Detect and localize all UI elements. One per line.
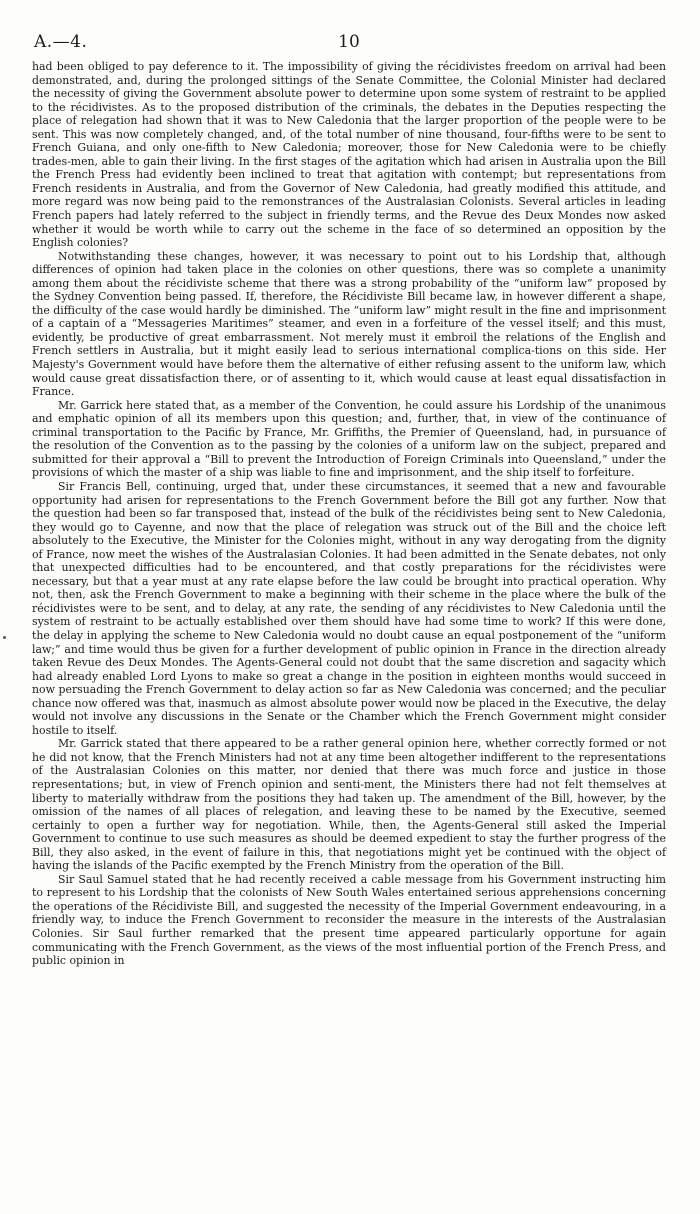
- margin-mark: [3, 636, 6, 639]
- paragraph-2: Notwithstanding these changes, however, it was necessary to point out to his Lordship that, although differences of opinion had taken place in the colonies on other questions, there was so complete a unanimity among them about the récidiviste scheme that there was a strong probability of the “uniform law” proposed by the Sydney Convention being passed. If, therefore, the Récidiviste Bill became law, in however different a shape, the difficulty of the case would hardly be diminished. The “uniform law” might result in the fine and imprisonment of a captain of a “Messageries Maritimes” steamer, and even in a forfeiture of the vessel itself; and this must, evidently, be productive of great embarrassment. Not merely must it embroil the relations of the English and French settlers in Australia, but it might easily lead to serious international complica-tions on this side. Her Majesty's Government would have before them the alternative of either refusing assent to the uniform law, which would cause great dissatisfaction there, or of assenting to it, which would cause at least equal dissatisfaction in France.: [32, 249, 666, 399]
- body-text: [32, 60, 666, 968]
- paragraph-3: Mr. Garrick here stated that, as a member of the Convention, he could assure his Lordship of the unanimous and emphatic opinion of all its members upon this question; and, further, that, in view of the continuance of criminal transportation to the Pacific by France, Mr. Griffiths, the Premier of Queensland, had, in pursuance of the resolution of the Convention as to the passing by the colonies of a uniform law on the subject, prepared and submitted for their approval a “Bill to prevent the Introduction of Foreign Criminals into Queensland,” under the provisions of which the master of a ship was liable to fine and imprisonment, and the ship itself to forfeiture.: [32, 398, 666, 480]
- paragraph-4: Sir Francis Bell, continuing, urged that, under these circumstances, it seemed that a new and favourable opportunity had arisen for representations to the French Government before the Bill got any further. Now that the question had been so far transposed that, instead of the bulk of the récidivistes being sent to New Caledonia, they would go to Cayenne, and now that the place of relegation was struck out of the Bill and the choice left absolutely to the Executive, the Minister for the Colonies might, without in any way derogating from the dignity of France, now meet the wishes of the Australasian Colonies. It had been admitted in the Senate debates, not only that unexpected difficulties had to be encountered, and that costly preparations for the récidivistes were necessary, but that a year must at any rate elapse before the law could be brought into practical operation. Why not, then, ask the French Government to make a beginning with their scheme in the place where the bulk of the récidivistes were to be sent, and to delay, at any rate, the sending of any récidivistes to New Caledonia until the system of restraint to be actually established over them should have had some time to work? If this were done, the delay in applying the scheme to New Caledonia would no doubt cause an equal postponement of the “uniform law;” and time would thus be given for a further development of public opinion in France in the direction already taken Revue des Deux Mondes. The Agents-General could not doubt that the same discretion and sagacity which had already enabled Lord Lyons to make so great a change in the position in eighteen months would succeed in now persuading the French Government to delay action so far as New Caledonia was concerned; and the peculiar chance now offered was that, inasmuch as almost absolute power would now be placed in the Executive, the delay would not involve any discussions in the Senate or the Chamber which the French Government might consider hostile to itself.: [32, 479, 666, 737]
- page-number: 10: [338, 32, 360, 52]
- page-header: [32, 32, 666, 58]
- paragraph-6: Sir Saul Samuel stated that he had recently received a cable message from his Government instructing him to represent to his Lordship that the colonists of New South Wales entertained serious apprehensions concerning the operations of the Récidiviste Bill, and suggested the necessity of the Imperial Government endeavouring, in a friendly way, to induce the French Government to reconsider the measure in the interests of the Australasian Colonies. Sir Saul further remarked that the present time appeared particularly opportune for again communicating with the French Government, as the views of the most influential portion of the French Press, and public opinion in: [32, 872, 666, 968]
- paragraph-1: had been obliged to pay deference to it. The impossibility of giving the récidivistes freedom on arrival had been demonstrated, and, during the prolonged sittings of the Senate Committee, the Colonial Minister had declared the necessity of giving the Government absolute power to determine upon some system of restraint to be applied to the récidivistes. As to the proposed distribution of the criminals, the debates in the Deputies respecting the place of relegation had shown that it was to New Caledonia that the larger proportion of the people were to be sent. This was now completely changed, and, of the total number of nine thousand, four-fifths were to be sent to French Guiana, and only one-fifth to New Caledonia; moreover, those for New Caledonia were to be chiefly trades-men, able to gain their living. In the first stages of the agitation which had arisen in Australia upon the Bill the French Press had evidently been inclined to treat that agitation with contempt; but representations from French residents in Australia, and from the Governor of New Caledonia, had greatly modified this attitude, and more regard was now being paid to the remonstrances of the Australasian Colonists. Several articles in leading French papers had lately referred to the subject in friendly terms, and the Revue des Deux Mondes now asked whether it would be worth while to carry out the scheme in the face of so determined an opposition by the English colonies?: [32, 60, 666, 250]
- document-reference: A.—4.: [34, 32, 88, 52]
- paragraph-5: Mr. Garrick stated that there appeared to be a rather general opinion here, whether correctly formed or not he did not know, that the French Ministers had not at any time been altogether indifferent to the representations of the Australasian Colonies on this matter, nor denied that there was much force and justice in those representations; but, in view of French opinion and senti-ment, the Ministers there had not felt themselves at liberty to materially withdraw from the positions they had taken up. The amendment of the Bill, however, by the omission of the names of all places of relegation, and leaving these to be named by the Executive, seemed certainly to open a further way for negotiation. While, then, the Agents-General still asked the Imperial Government to continue to use such measures as should be deemed expedient to stay the further progress of the Bill, they also asked, in the event of failure in this, that negotiations might yet be continued with the object of having the islands of the Pacific exempted by the French Ministry from the operation of the Bill.: [32, 737, 666, 873]
